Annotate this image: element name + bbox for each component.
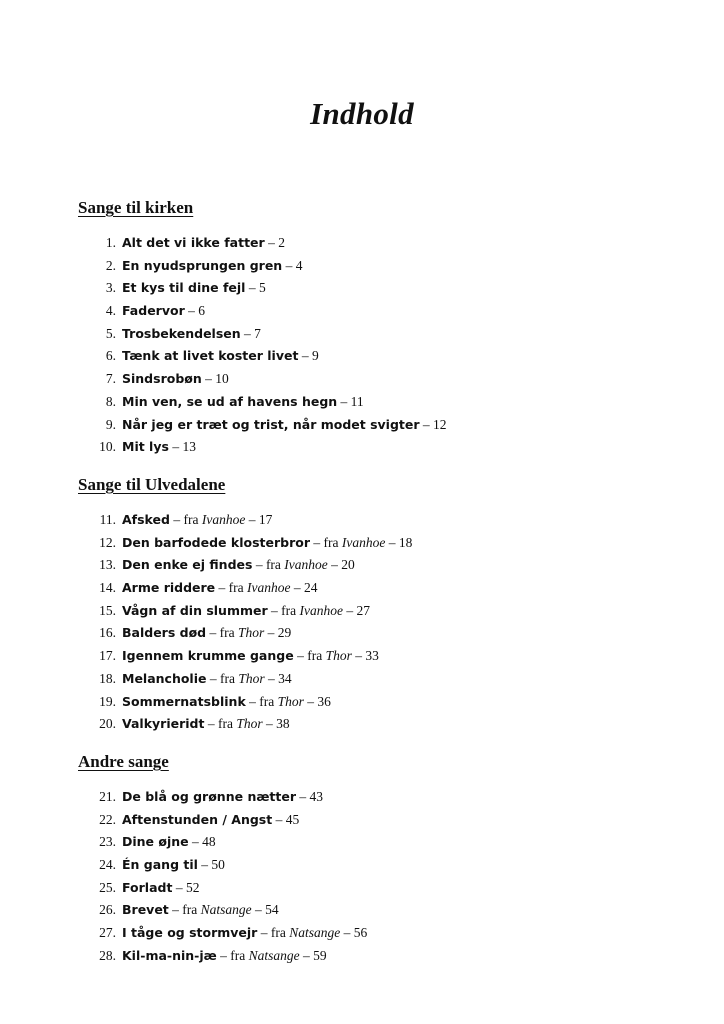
- dash-separator: –: [327, 557, 342, 573]
- entry-number: 28.: [99, 947, 116, 963]
- toc-entry: [78, 323, 678, 346]
- page-number: 45: [285, 811, 300, 827]
- song-title: Den enke ej findes: [122, 557, 253, 573]
- page-number: 43: [309, 789, 324, 804]
- dash-separator: –: [264, 625, 278, 641]
- dash-separator: –: [419, 416, 434, 432]
- toc-entry: [78, 554, 678, 577]
- entry-number: 7.: [105, 371, 116, 387]
- entry-number: 6.: [105, 348, 116, 364]
- dash-separator: –: [257, 925, 271, 941]
- toc-entry: [78, 577, 678, 600]
- dash-separator: –: [272, 811, 286, 827]
- toc-entry: [78, 668, 678, 691]
- page-number: 17: [258, 512, 273, 527]
- song-title: Forladt: [122, 879, 173, 895]
- song-title: Afsked: [122, 512, 170, 527]
- entry-number: 3.: [105, 280, 116, 296]
- from-label: fra: [183, 512, 202, 527]
- song-title: Én gang til: [122, 857, 198, 873]
- toc-entry: [78, 622, 678, 645]
- page-number: 38: [276, 716, 290, 732]
- entry-number: 23.: [99, 834, 116, 850]
- toc-list: [78, 786, 678, 968]
- page-number: 6: [198, 303, 205, 319]
- toc-entry: [78, 436, 678, 459]
- dash-separator: –: [197, 857, 212, 873]
- page-number: 18: [398, 534, 413, 550]
- toc-entry: [78, 255, 678, 278]
- section-andre-sange: [78, 750, 678, 968]
- toc-entry: [78, 600, 678, 623]
- page-number: 20: [341, 557, 355, 573]
- from-label: fra: [281, 602, 300, 618]
- dash-separator: –: [290, 580, 305, 596]
- entry-number: 16.: [99, 625, 116, 641]
- entry-number: 9.: [105, 416, 116, 432]
- source-work: Thor: [325, 648, 352, 664]
- section-heading: Sange til Ulvedalene: [78, 475, 226, 494]
- dash-separator: –: [303, 693, 318, 709]
- dash-separator: –: [343, 602, 357, 618]
- entry-number: 18.: [99, 670, 116, 686]
- toc-list: [78, 509, 678, 736]
- dash-separator: –: [216, 947, 231, 963]
- song-title: Min ven, se ud af havens hegn: [122, 393, 338, 409]
- from-label: fra: [219, 670, 239, 686]
- entry-number: 25.: [99, 879, 116, 895]
- toc-entry: [78, 532, 678, 555]
- dash-separator: –: [282, 257, 296, 273]
- page-number: 36: [317, 693, 331, 709]
- dash-separator: –: [168, 902, 183, 918]
- toc-entry: [78, 945, 678, 968]
- dash-separator: –: [168, 439, 183, 455]
- song-title: Et kys til dine fejl: [122, 280, 246, 296]
- entry-number: 13.: [99, 557, 116, 573]
- dash-separator: –: [251, 902, 266, 918]
- entry-number: 17.: [99, 648, 116, 664]
- page-number: 9: [311, 348, 319, 364]
- toc-entry: [78, 831, 678, 854]
- from-label: fra: [228, 580, 248, 596]
- page-number: 10: [215, 371, 229, 387]
- page-number: 13: [182, 439, 196, 455]
- dash-separator: –: [298, 348, 312, 364]
- dash-separator: –: [245, 512, 259, 527]
- dash-separator: –: [293, 648, 308, 664]
- source-work: Thor: [236, 716, 263, 732]
- song-title: De blå og grønne nætter: [122, 789, 297, 804]
- toc-entry: [78, 277, 678, 300]
- dash-separator: –: [206, 670, 220, 686]
- dash-separator: –: [245, 693, 260, 709]
- from-label: fra: [259, 693, 278, 709]
- entry-number: 22.: [99, 811, 116, 827]
- page-number: 24: [304, 580, 318, 596]
- toc-entry: [78, 391, 678, 414]
- song-title: Dine øjne: [122, 834, 189, 850]
- entry-number: 10.: [99, 439, 116, 455]
- from-label: fra: [230, 947, 249, 963]
- section-heading: Andre sange: [78, 752, 169, 771]
- dash-separator: –: [385, 534, 399, 550]
- dash-separator: –: [296, 789, 310, 804]
- entry-number: 20.: [99, 716, 116, 732]
- section-sange-til-kirken: [78, 196, 678, 459]
- song-title: Arme riddere: [122, 580, 216, 596]
- toc-entry: [78, 691, 678, 714]
- song-title: Igennem krumme gange: [122, 648, 294, 664]
- dash-separator: –: [310, 534, 324, 550]
- page-number: 4: [295, 257, 303, 273]
- source-work: Natsange: [200, 902, 252, 918]
- song-title: Sindsrobøn: [122, 371, 202, 387]
- song-title: I tåge og stormvejr: [122, 925, 258, 941]
- dash-separator: –: [262, 716, 277, 732]
- entry-number: 8.: [105, 393, 116, 409]
- entry-number: 19.: [99, 693, 116, 709]
- toc-entry: [78, 922, 678, 945]
- song-title: Vågn af din slummer: [122, 602, 268, 618]
- dash-separator: –: [204, 716, 218, 732]
- page-number: 7: [254, 325, 261, 341]
- from-label: fra: [323, 534, 342, 550]
- entry-number: 14.: [99, 580, 116, 596]
- source-work: Natsange: [289, 925, 341, 941]
- dash-separator: –: [201, 371, 216, 387]
- entry-number: 26.: [99, 902, 116, 918]
- source-work: Thor: [277, 693, 304, 709]
- from-label: fra: [217, 716, 237, 732]
- toc-entry: [78, 509, 678, 532]
- dash-separator: –: [267, 602, 282, 618]
- entry-number: 27.: [99, 925, 116, 941]
- dash-separator: –: [299, 947, 314, 963]
- song-title: Mit lys: [122, 439, 169, 455]
- toc-entry: [78, 345, 678, 368]
- source-work: Ivanhoe: [247, 580, 291, 596]
- song-title: Valkyrieridt: [122, 716, 205, 732]
- toc-entry: [78, 368, 678, 391]
- page-number: 2: [278, 235, 285, 250]
- song-title: Den barfodede klosterbror: [122, 534, 310, 550]
- song-title: Når jeg er træt og trist, når modet svigter: [122, 416, 420, 432]
- source-work: Ivanhoe: [341, 534, 386, 550]
- dash-separator: –: [188, 834, 203, 850]
- section-sange-til-ulvedalene: [78, 473, 678, 736]
- dash-separator: –: [206, 625, 220, 641]
- toc-entry: [78, 854, 678, 877]
- source-work: Natsange: [248, 947, 300, 963]
- page-title: Indhold: [310, 96, 414, 131]
- entry-number: 21.: [99, 789, 116, 804]
- toc-entry: [78, 232, 678, 255]
- from-label: fra: [307, 648, 326, 664]
- toc-list: [78, 232, 678, 459]
- dash-separator: –: [351, 648, 366, 664]
- song-title: Fadervor: [122, 303, 185, 319]
- dash-separator: –: [215, 580, 229, 596]
- dash-separator: –: [245, 280, 259, 296]
- from-label: fra: [182, 902, 201, 918]
- entry-number: 1.: [105, 235, 116, 250]
- page-number: 27: [356, 602, 370, 618]
- source-work: Thor: [237, 625, 265, 641]
- source-work: Ivanhoe: [284, 557, 328, 573]
- dash-separator: –: [240, 325, 255, 341]
- source-work: Thor: [238, 670, 265, 686]
- page-number: 52: [185, 879, 200, 895]
- page-number: 34: [278, 670, 292, 686]
- dash-separator: –: [340, 925, 354, 941]
- section-heading: Sange til kirken: [78, 198, 194, 217]
- song-title: Brevet: [122, 902, 169, 918]
- entry-number: 4.: [105, 303, 116, 319]
- from-label: fra: [219, 625, 238, 641]
- page-number: 5: [258, 280, 266, 296]
- dash-separator: –: [264, 235, 279, 250]
- toc-entry: [78, 713, 678, 736]
- dash-separator: –: [184, 303, 199, 319]
- entry-number: 11.: [99, 512, 116, 527]
- toc-entry: [78, 877, 678, 900]
- toc-entry: [78, 300, 678, 323]
- page-number: 11: [350, 393, 364, 409]
- from-label: fra: [270, 925, 290, 941]
- page-number: 59: [313, 947, 327, 963]
- dash-separator: –: [169, 512, 184, 527]
- toc-entry: [78, 786, 678, 809]
- source-work: Ivanhoe: [299, 602, 343, 618]
- page-number: 56: [353, 925, 368, 941]
- song-title: Kil-ma-nin-jæ: [122, 947, 217, 963]
- song-title: Melancholie: [122, 670, 207, 686]
- toc-entry: [78, 899, 678, 922]
- song-title: En nyudsprungen gren: [122, 257, 283, 273]
- song-title: Tænk at livet koster livet: [122, 348, 299, 364]
- entry-number: 12.: [99, 534, 116, 550]
- page-number: 33: [365, 648, 379, 664]
- entry-number: 5.: [105, 325, 116, 341]
- song-title: Sommernatsblink: [122, 693, 246, 709]
- dash-separator: –: [264, 670, 279, 686]
- song-title: Aftenstunden / Angst: [122, 811, 273, 827]
- toc-entry: [78, 809, 678, 832]
- source-work: Ivanhoe: [201, 512, 246, 527]
- entry-number: 2.: [105, 257, 116, 273]
- page-number: 12: [433, 416, 447, 432]
- toc-entry: [78, 645, 678, 668]
- dash-separator: –: [252, 557, 266, 573]
- page-number: 29: [277, 625, 292, 641]
- toc-entry: [78, 414, 678, 437]
- page-number: 48: [202, 834, 216, 850]
- entry-number: 15.: [99, 602, 116, 618]
- page-number: 50: [211, 857, 225, 873]
- song-title: Balders død: [122, 625, 207, 641]
- song-title: Alt det vi ikke fatter: [122, 235, 265, 250]
- from-label: fra: [265, 557, 285, 573]
- song-title: Trosbekendelsen: [122, 325, 241, 341]
- page-number: 54: [265, 902, 279, 918]
- dash-separator: –: [337, 393, 351, 409]
- dash-separator: –: [172, 879, 186, 895]
- entry-number: 24.: [99, 857, 116, 873]
